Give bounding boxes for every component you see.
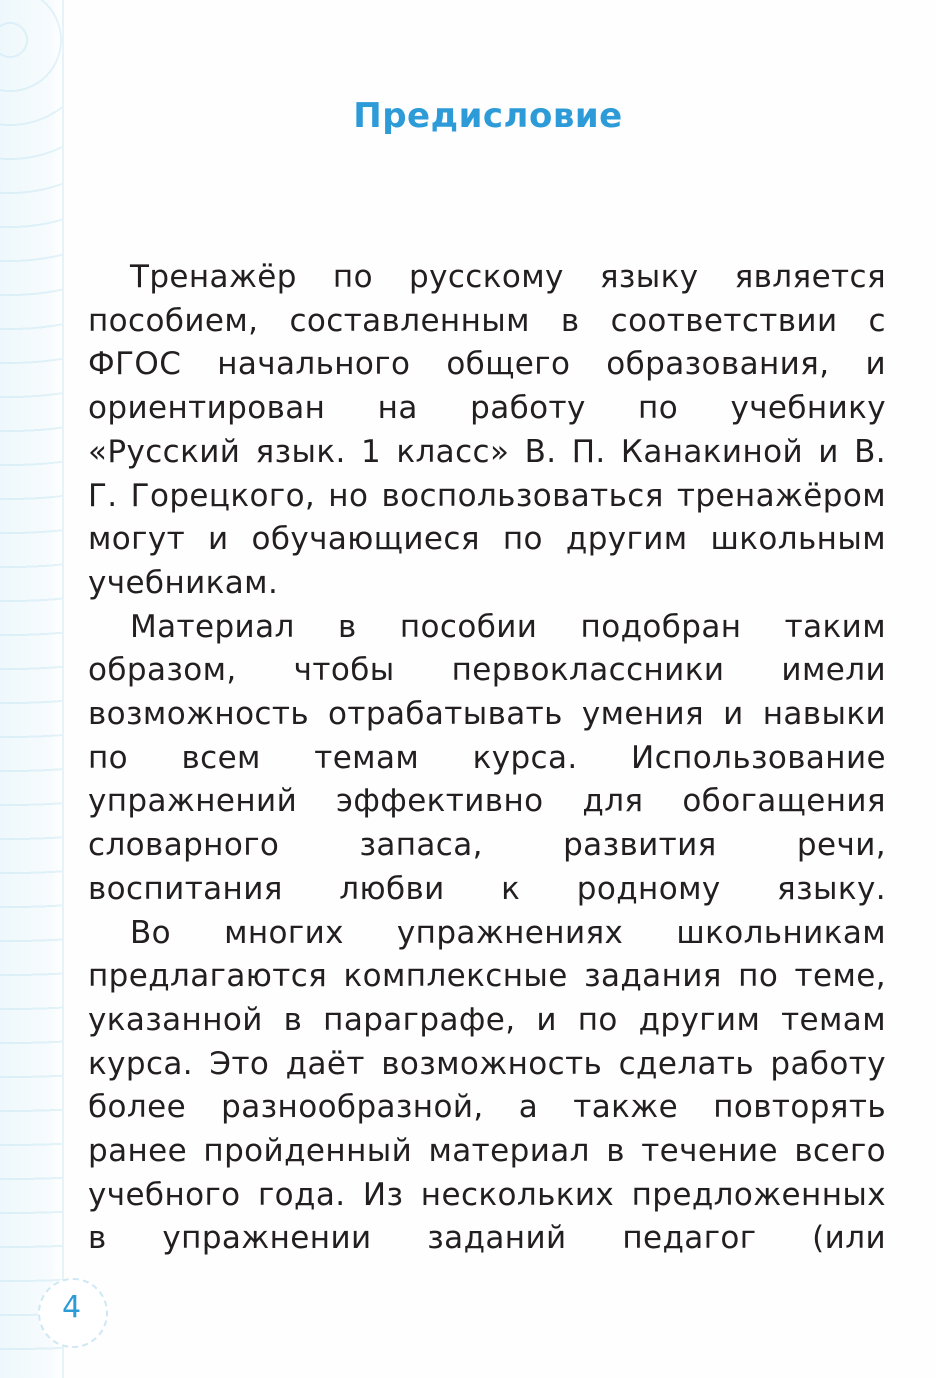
page-number: 4 — [62, 1290, 82, 1325]
paragraph-1: Тренажёр по русскому языку является пособием, составленным в соответствии с ФГОС начального общего образования, и ориентирован на работу по учебнику «Русский язык. 1 класс» В. П. Канакиной и В. Г. Горецкого, но воспользоваться тренажёром могут и обучающиеся по другим школьным учебникам. — [88, 259, 886, 601]
paragraph-3: Во многих упражнениях школьникам предлагаются комплексные задания по теме, указанной в параграфе, и по другим темам курса. Это даёт возможность сделать работу более разнообразной, а также повторять ранее пройденный материал в течение всего учебного года. Из нескольких предложенных в упражнении заданий педагог (или — [88, 914, 886, 1257]
decorative-margin — [0, 0, 62, 1378]
margin-divider — [62, 0, 64, 1378]
page-title: Предисловие — [353, 96, 623, 136]
paragraph-2: Материал в пособии подобран таким образом, чтобы первоклассники имели возможность отрабатывать умения и навыки по всем темам курса. Использование упражнений эффективно для обогащения словарного запаса, развития речи, воспитания любви к родному языку. — [88, 608, 886, 907]
body-text — [88, 256, 886, 1261]
